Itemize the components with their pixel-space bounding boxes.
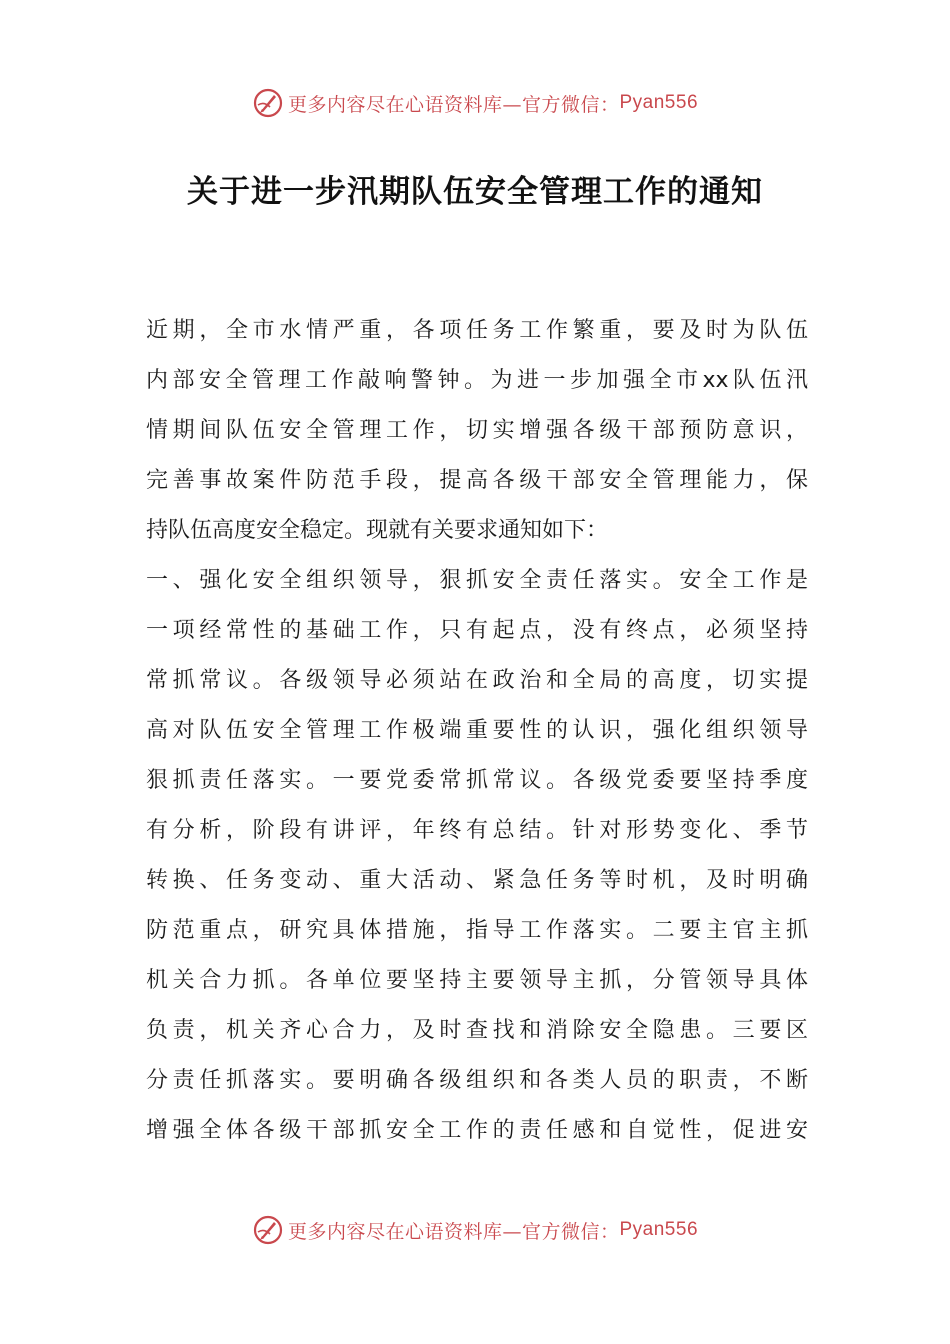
document-title: 关于进一步汛期队伍安全管理工作的通知 bbox=[187, 174, 763, 210]
body-line: 机关合力抓。各单位要坚持主要领导主抓，分管领导具体 bbox=[146, 968, 808, 993]
quill-logo-icon bbox=[252, 87, 284, 119]
quill-logo-icon bbox=[252, 1214, 284, 1246]
body-line: 情期间队伍安全管理工作，切实增强各级干部预防意识， bbox=[146, 418, 808, 443]
watermark-text: 更多内容尽在心语资料库—官方微信： bbox=[287, 1220, 620, 1243]
watermark-id: Pyan556 bbox=[619, 1219, 699, 1240]
body-line: 转换、任务变动、重大活动、紧急任务等时机，及时明确 bbox=[146, 868, 808, 893]
body-line: 分责任抓落实。要明确各级组织和各类人员的职责，不断 bbox=[146, 1068, 808, 1093]
body-line: 防范重点，研究具体措施，指导工作落实。二要主官主抓 bbox=[146, 918, 808, 943]
document-body bbox=[146, 306, 808, 1156]
watermark-text: 更多内容尽在心语资料库—官方微信： bbox=[287, 93, 620, 116]
body-line: 完善事故案件防范手段，提高各级干部安全管理能力，保 bbox=[146, 468, 808, 493]
body-line: 高对队伍安全管理工作极端重要性的认识，强化组织领导 bbox=[146, 718, 808, 743]
body-line: 负责，机关齐心合力，及时查找和消除安全隐患。三要区 bbox=[146, 1018, 808, 1043]
footer-watermark bbox=[0, 1212, 950, 1248]
body-line: 一、强化安全组织领导，狠抓安全责任落实。安全工作是 bbox=[146, 568, 808, 593]
body-line: 持队伍高度安全稳定。现就有关要求通知如下： bbox=[146, 518, 609, 543]
body-line: 一项经常性的基础工作，只有起点，没有终点，必须坚持 bbox=[146, 618, 808, 643]
watermark-id: Pyan556 bbox=[619, 92, 699, 113]
body-line: 有分析，阶段有讲评，年终有总结。针对形势变化、季节 bbox=[146, 818, 808, 843]
body-line: 狠抓责任落实。一要党委常抓常议。各级党委要坚持季度 bbox=[146, 768, 808, 793]
body-line: 近期，全市水情严重，各项任务工作繁重，要及时为队伍 bbox=[146, 318, 808, 343]
header-watermark bbox=[0, 85, 950, 121]
body-line: 内部安全管理工作敲响警钟。为进一步加强全市xx队伍汛 bbox=[146, 368, 808, 393]
body-line: 增强全体各级干部抓安全工作的责任感和自觉性，促进安 bbox=[146, 1118, 808, 1143]
body-line: 常抓常议。各级领导必须站在政治和全局的高度，切实提 bbox=[146, 668, 808, 693]
